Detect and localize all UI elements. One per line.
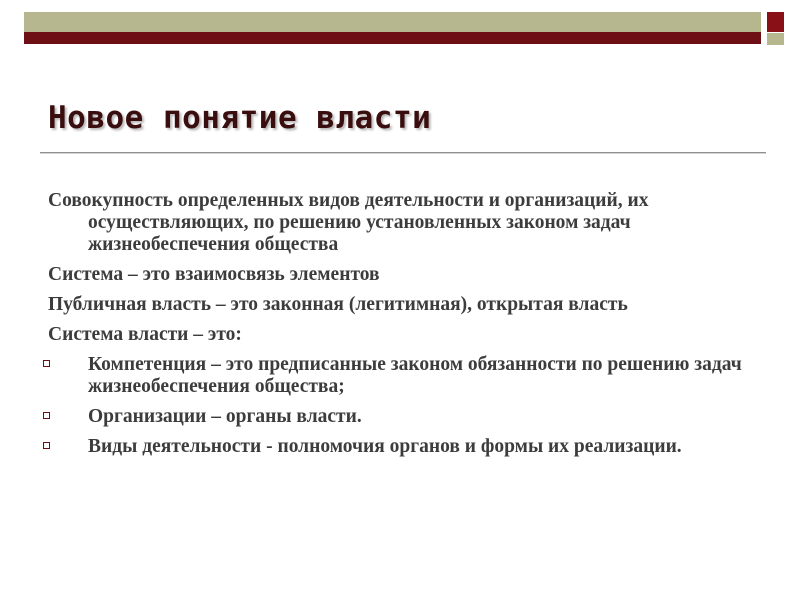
hollow-square-icon <box>43 442 50 449</box>
paragraph-definition: Совокупность определенных видов деятельности и организаций, их осуществляющих, по решению установленных законом задач жизнеобеспечения общества <box>48 190 649 255</box>
paragraph-public-power: Публичная власть – это законная (легитимная), открытая власть <box>48 294 628 315</box>
bullet-item-organizations <box>48 406 748 428</box>
hollow-square-icon <box>43 360 50 367</box>
bullet-text: Компетенция – это предписанные законом обязанности по решению задач жизнеобеспечения общества; <box>88 354 742 397</box>
bullet-text: Виды деятельности - полномочия органов и формы их реализации. <box>88 436 682 457</box>
bullet-item-competence <box>48 354 748 398</box>
corner-square-olive <box>767 33 784 45</box>
slide-title: Новое понятие власти <box>48 100 432 136</box>
corner-square-red <box>767 12 784 32</box>
header-band-olive <box>24 12 761 32</box>
paragraph-system: Система – это взаимосвязь элементов <box>48 264 380 285</box>
slide-body <box>48 190 748 466</box>
bullet-item-activities <box>48 436 748 458</box>
paragraph-power-system: Система власти – это: <box>48 324 242 345</box>
header-band-maroon <box>24 32 761 44</box>
bullet-list <box>48 354 748 458</box>
bullet-text: Организации – органы власти. <box>88 406 362 427</box>
hollow-square-icon <box>43 412 50 419</box>
title-divider <box>40 152 766 154</box>
